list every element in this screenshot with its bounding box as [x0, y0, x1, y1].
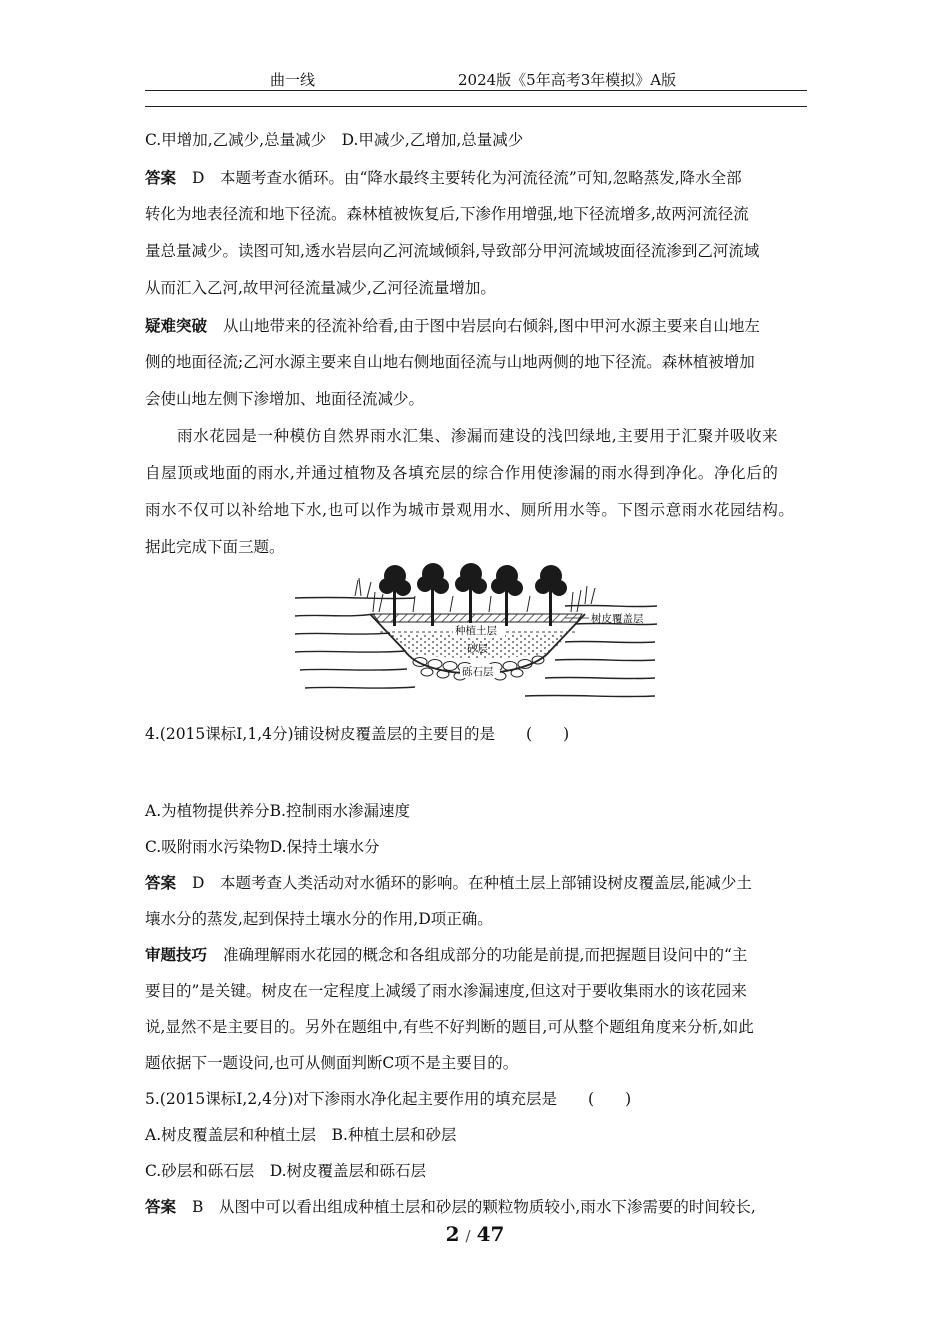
header-publisher: 曲一线	[270, 71, 316, 89]
answer-4	[145, 865, 810, 901]
tip-3	[145, 307, 810, 344]
header-rule	[145, 106, 807, 107]
skill-4-line: 说,显然不是主要目的。另外在题组中,有些不好判断的题目,可从整个题组角度来分析,如此	[145, 1018, 754, 1036]
answer-3-line: 转化为地表径流和地下径流。森林植被恢复后,下渗作用增强,地下径流增多,故两河流径流	[145, 205, 749, 223]
passage-line: 雨水花园是一种模仿自然界雨水汇集、渗漏而建设的浅凹绿地,主要用于汇聚并吸收来	[177, 427, 779, 445]
bark-label: 树皮覆盖层	[591, 613, 644, 625]
answer-label: 答案	[145, 1197, 177, 1216]
page-number	[0, 1222, 950, 1246]
tip-text: 从山地带来的径流补给看,由于图中岩层向右倾斜,图中甲河水源主要来自山地左	[223, 317, 760, 335]
skill-text: 准确理解雨水花园的概念和各组成部分的功能是前提,而把握题目设问中的“主	[223, 946, 748, 964]
skill-4-line: 题依据下一题设问,也可从侧面判断C项不是主要目的。	[145, 1054, 519, 1072]
answer-5	[145, 1189, 810, 1225]
answer-label: 答案	[145, 168, 177, 187]
answer-3-line: 从而汇入乙河,故甲河径流量减少,乙河径流量增加。	[145, 279, 496, 297]
answer-4-line: 壤水分的蒸发,起到保持土壤水分的作用,D项正确。	[145, 910, 493, 928]
page-content	[145, 122, 810, 566]
answer-3-line: 量总量减少。读图可知,透水岩层向乙河流域倾斜,导致部分甲河流域坡面径流渗到乙河流域	[145, 242, 760, 260]
answer-text: B 从图中可以看出组成种植土层和砂层的颗粒物质较小,雨水下渗需要的时间较长,	[192, 1198, 756, 1216]
ground-line	[295, 597, 415, 598]
skill-4-line: 要目的”是关键。树皮在一定程度上减缓了雨水渗漏速度,但这对于要收集雨水的该花园来	[145, 982, 747, 1000]
q5-options-ab: A.树皮覆盖层和种植土层 B.种植土层和砂层	[145, 1126, 457, 1144]
soil-label: 种植土层	[455, 625, 497, 637]
answer-label: 答案	[145, 873, 177, 892]
rain-garden-diagram	[295, 556, 657, 708]
skill-label: 审题技巧	[145, 945, 208, 964]
tip-3-line: 会使山地左侧下渗增加、地面径流减少。	[145, 390, 425, 408]
question-4: 4.(2015课标Ⅰ,1,4分)铺设树皮覆盖层的主要目的是 ( )	[145, 725, 570, 743]
answer-3	[145, 159, 810, 196]
total-pages: 47	[476, 1222, 505, 1246]
answer-text: D 本题考查人类活动对水循环的影响。在种植土层上部铺设树皮覆盖层,能减少土	[192, 874, 752, 892]
page-header	[145, 66, 807, 91]
current-page: 2	[445, 1222, 460, 1246]
page-separator: /	[465, 1227, 471, 1245]
gravel-label: 砾石层	[462, 666, 494, 678]
questions	[145, 716, 810, 1225]
header-book-title: 2024版《5年高考3年模拟》A版	[458, 71, 677, 89]
skill-4	[145, 937, 810, 973]
passage-line: 自屋顶或地面的雨水,并通过植物及各填充层的综合作用使渗漏的雨水得到净化。净化后的	[145, 464, 779, 482]
passage-line: 据此完成下面三题。	[145, 538, 285, 556]
sand-label: 砂层	[467, 643, 488, 655]
tip-label: 疑难突破	[145, 316, 208, 335]
q3-options-cd: C.甲增加,乙减少,总量减少 D.甲减少,乙增加,总量减少	[145, 131, 524, 149]
question-5: 5.(2015课标Ⅰ,2,4分)对下渗雨水净化起主要作用的填充层是 ( )	[145, 1090, 632, 1108]
answer-text: D 本题考查水循环。由“降水最终主要转化为河流径流”可知,忽略蒸发,降水全部	[192, 169, 742, 187]
q5-options-cd: C.砂层和砾石层 D.树皮覆盖层和砾石层	[145, 1162, 427, 1180]
tip-3-line: 侧的地面径流;乙河水源主要来自山地右侧地面径流与山地两侧的地下径流。森林植被增加	[145, 353, 755, 371]
passage-line: 雨水不仅可以补给地下水,也可以作为城市景观用水、厕所用水等。下图示意雨水花园结构。	[145, 501, 795, 519]
q4-options-cd: C.吸附雨水污染物D.保持土壤水分	[145, 838, 380, 856]
q4-options-ab: A.为植物提供养分B.控制雨水渗漏速度	[145, 802, 410, 820]
